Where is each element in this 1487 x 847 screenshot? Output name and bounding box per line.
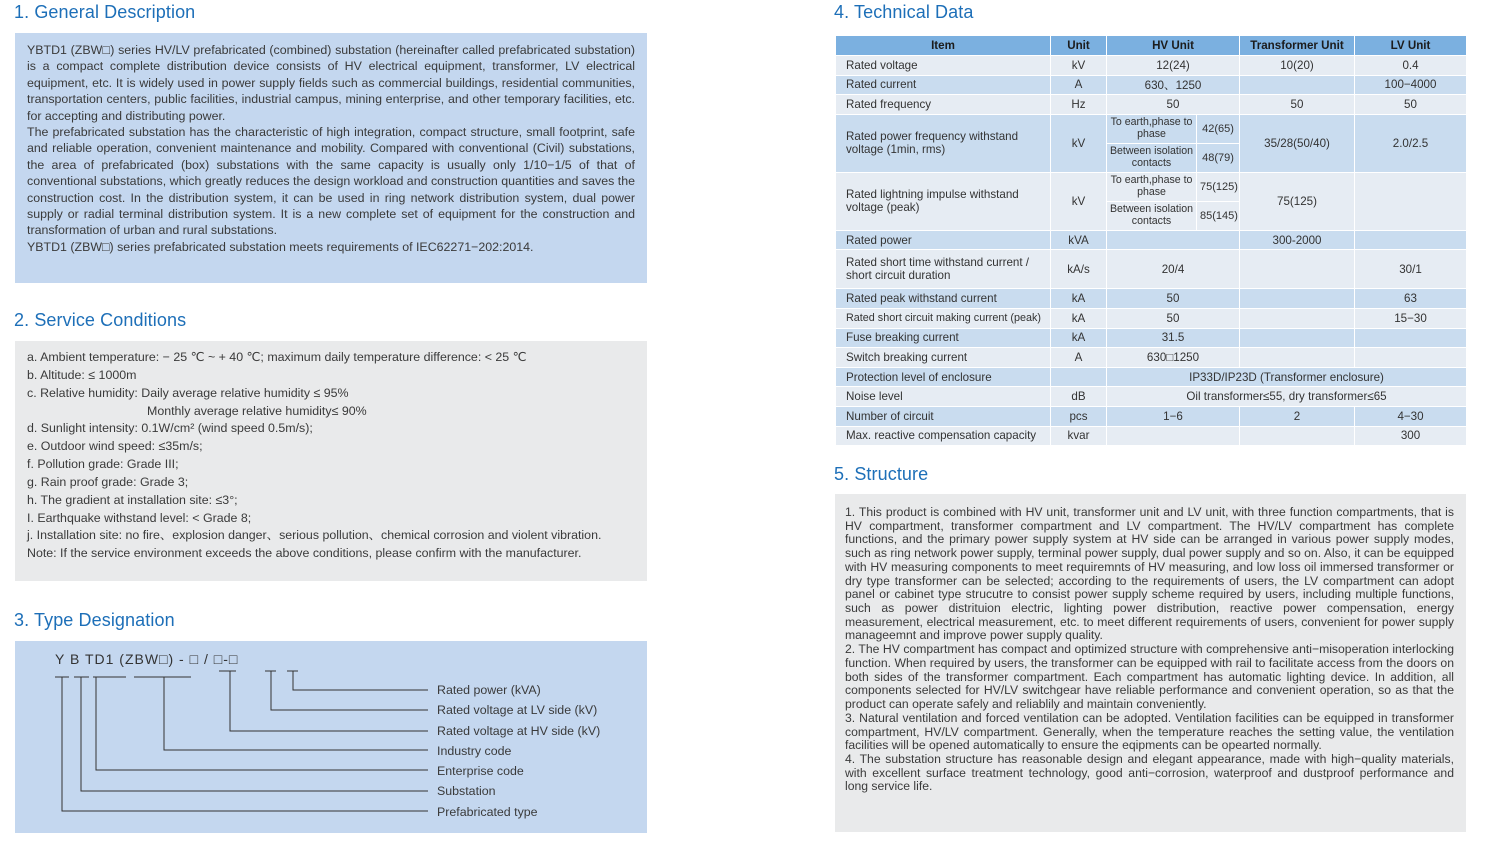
tech-cell: Rated voltage <box>836 56 1051 76</box>
tech-cell: 630□1250 <box>1107 348 1240 368</box>
tech-cell: 75(125) <box>1197 172 1240 201</box>
tech-cell: kA/s <box>1051 250 1107 289</box>
tech-cell: 31.5 <box>1107 328 1240 348</box>
tech-header-cell: Transformer Unit <box>1240 36 1355 56</box>
tech-cell <box>1240 250 1355 289</box>
tech-row <box>836 426 1467 446</box>
tech-row <box>836 114 1467 143</box>
tech-cell: 63 <box>1355 289 1467 309</box>
type-label: Industry code <box>437 744 512 758</box>
service-heading: 2. Service Conditions <box>14 310 187 330</box>
tech-row <box>836 75 1467 95</box>
tech-cell: 630、1250 <box>1107 75 1240 95</box>
tech-cell: 85(145) <box>1197 201 1240 230</box>
service-line: b. Altitude: ≤ 1000m <box>27 367 137 382</box>
tech-cell: 50 <box>1107 289 1240 309</box>
tech-cell: A <box>1051 348 1107 368</box>
tech-cell: Rated lightning impulse withstand voltage (peak) <box>836 172 1051 230</box>
tech-cell <box>1240 75 1355 95</box>
tech-row <box>836 406 1467 426</box>
tech-cell <box>1240 426 1355 446</box>
structure-panel <box>835 494 1466 832</box>
tech-cell: 300 <box>1355 426 1467 446</box>
tech-table <box>835 35 1467 446</box>
general-heading: 1. General Description <box>14 2 196 22</box>
tech-cell: 50 <box>1240 95 1355 115</box>
tech-cell <box>1051 367 1107 387</box>
tech-row <box>836 308 1467 328</box>
tech-cell: Rated short time withstand current / short circuit duration <box>836 250 1051 289</box>
tech-cell: 100−4000 <box>1355 75 1467 95</box>
tech-cell: 300-2000 <box>1240 230 1355 250</box>
tech-cell <box>1355 328 1467 348</box>
service-line: I. Earthquake withstand level: < Grade 8; <box>27 510 252 525</box>
service-line: d. Sunlight intensity: 0.1W/cm² (wind speed 0.5m/s); <box>27 421 313 436</box>
tech-header-cell: LV Unit <box>1355 36 1467 56</box>
tech-cell: Switch breaking current <box>836 348 1051 368</box>
type-code: Y B TD1 (ZBW□) - □ / □-□ <box>55 651 239 667</box>
tech-cell: 42(65) <box>1197 114 1240 143</box>
tech-cell: 1−6 <box>1107 406 1240 426</box>
tech-row <box>836 56 1467 76</box>
tech-cell: kVA <box>1051 230 1107 250</box>
tech-heading: 4. Technical Data <box>834 2 974 22</box>
service-line: a. Ambient temperature: − 25 ℃ ~ + 40 ℃; maximum daily temperature difference: < 25 ℃ <box>27 350 527 364</box>
service-line: f. Pollution grade: Grade III; <box>27 457 179 472</box>
tech-cell: 2.0/2.5 <box>1355 114 1467 172</box>
tech-cell: kA <box>1051 328 1107 348</box>
tech-cell: Rated frequency <box>836 95 1051 115</box>
tech-row <box>836 348 1467 368</box>
tech-cell: kV <box>1051 172 1107 230</box>
general-paragraph: The prefabricated substation has the characteristic of high integration, compact structure, small footprint, safe and reliable operation, convenient maintenance and mobility. Compared with conventional (Civil) substations, the area of prefabricated (box) substations with the same capacity is usually only 1/10−1/5 of that of conventional substations, which greatly reduces the design workload and construction quantities and saves the construction cost. In the distribution system, it can be used in ring network distribution system, dual power supply or radial terminal distribution system. It is a new complete set of equipment for the construction and transformation of urban and rural substations. <box>27 125 635 238</box>
tech-cell: 35/28(50/40) <box>1240 114 1355 172</box>
tech-cell <box>1107 230 1240 250</box>
tech-cell: 48(79) <box>1197 143 1240 172</box>
type-label: Prefabricated type <box>437 805 538 819</box>
tech-cell: 2 <box>1240 406 1355 426</box>
service-line: e. Outdoor wind speed: ≤35m/s; <box>27 439 203 454</box>
tech-cell: Oil transformer≤55, dry transformer≤65 <box>1107 387 1467 407</box>
tech-row <box>836 95 1467 115</box>
service-line: g. Rain proof grade: Grade 3; <box>27 474 189 489</box>
tech-row <box>836 289 1467 309</box>
tech-cell: 20/4 <box>1107 250 1240 289</box>
type-label: Substation <box>437 784 496 798</box>
tech-cell: 50 <box>1355 95 1467 115</box>
tech-cell <box>1240 348 1355 368</box>
service-line: h. The gradient at installation site: ≤3°; <box>27 492 238 507</box>
tech-cell <box>1107 426 1240 446</box>
tech-row <box>836 172 1467 201</box>
type-label: Rated power (kVA) <box>437 683 541 697</box>
tech-cell: To earth,phase to phase <box>1107 172 1197 201</box>
tech-cell: Rated power frequency withstand voltage (1min, rms) <box>836 114 1051 172</box>
tech-cell: kV <box>1051 56 1107 76</box>
tech-cell: Rated current <box>836 75 1051 95</box>
tech-cell <box>1355 230 1467 250</box>
tech-row <box>836 250 1467 289</box>
tech-cell: To earth,phase to phase <box>1107 114 1197 143</box>
tech-header-cell: Item <box>836 36 1051 56</box>
service-line: Monthly average relative humidity≤ 90% <box>147 403 367 418</box>
tech-cell: 10(20) <box>1240 56 1355 76</box>
tech-cell: Protection level of enclosure <box>836 367 1051 387</box>
general-paragraph: YBTD1 (ZBW□) series HV/LV prefabricated (combined) substation (hereinafter called prefabricated substation) is a compact complete distribution device consists of HV electrical equipment, transformer, LV electrical equipment, etc. It is widely used in power supply fields such as commercial buildings, residential communities, transportation centers, public facilities, industrial campus, mining enterprise, and other temporary facilities, etc. for accepting and distributing power. <box>27 43 635 123</box>
tech-cell <box>1355 348 1467 368</box>
tech-cell: 50 <box>1107 308 1240 328</box>
tech-cell: 0.4 <box>1355 56 1467 76</box>
structure-paragraph: 2. The HV compartment has compact and optimized structure with comprehensive anti−misoperation interlocking function. When required by users, the transformer can be equipped with rail to facilitate access from the doors on both sides of the transformer compartment. Each compartment has automatic lighting device. In addition, all components selected for HV/LV switchgear have reliable performance and convenient operation, so as that the product can operate safely and reliablily and maintain conveniently. <box>845 642 1454 712</box>
type-label: Rated voltage at LV side (kV) <box>437 703 598 717</box>
tech-cell: Rated short circuit making current (peak) <box>836 308 1051 328</box>
service-line: j. Installation site: no fire、explosion danger、serious pollution、chemical corrosion and violent vibration. <box>27 528 602 543</box>
tech-header-cell: HV Unit <box>1107 36 1240 56</box>
tech-cell: 30/1 <box>1355 250 1467 289</box>
tech-cell <box>1355 172 1467 230</box>
tech-cell: Max. reactive compensation capacity <box>836 426 1051 446</box>
tech-row <box>836 367 1467 387</box>
tech-cell <box>1240 328 1355 348</box>
tech-cell: A <box>1051 75 1107 95</box>
tech-cell: kA <box>1051 308 1107 328</box>
tech-row <box>836 328 1467 348</box>
general-paragraph: YBTD1 (ZBW□) series prefabricated substation meets requirements of IEC62271−202:2014. <box>27 239 534 254</box>
tech-row <box>836 230 1467 250</box>
tech-header-cell: Unit <box>1051 36 1107 56</box>
tech-cell: kA <box>1051 289 1107 309</box>
tech-cell: 50 <box>1107 95 1240 115</box>
service-line: Note: If the service environment exceeds the above conditions, please confirm with the manufacturer. <box>27 546 582 561</box>
tech-cell: 4−30 <box>1355 406 1467 426</box>
type-label: Rated voltage at HV side (kV) <box>437 724 601 738</box>
tech-cell: IP33D/IP23D (Transformer enclosure) <box>1107 367 1467 387</box>
tech-cell: Fuse breaking current <box>836 328 1051 348</box>
service-line: c. Relative humidity: Daily average relative humidity ≤ 95% <box>27 385 349 400</box>
tech-cell: Hz <box>1051 95 1107 115</box>
tech-cell: kvar <box>1051 426 1107 446</box>
tech-cell: Rated peak withstand current <box>836 289 1051 309</box>
structure-paragraph: 4. The substation structure has reasonable design and elegant appearance, made with high−quality materials, with excellent surface treatment technology, good anti−corrosion, waterproof and dustproof performance and long service life. <box>845 751 1454 794</box>
tech-cell: Noise level <box>836 387 1051 407</box>
structure-paragraph: 1. This product is combined with HV unit, transformer unit and LV unit, with three function compartments, that is HV compartment, transformer compartment and LV compartment. The HV/LV compartment has complete functions, and the primary power supply system at HV side can be arranged in various power supply modes, such as ring network power supply, terminal power supply, dual power supply and so on. Also, it can be equipped with HV measuring components to meet requiremnts of HV measuring, and low loss oil immersed transformer or dry type transformer can be selected; according to the requirements of users, the LV compartment can adopt panel or cabinet type strucutre to consist power supply scheme required by users, including multiple functions, such as power distrituion electric, lighting power distribution, reactive power compensation, energy measurement, electrical measurement, etc. to meet different requirements of users, convenient for power supply manageemnt and improve power supply quality. <box>845 505 1454 643</box>
type-heading: 3. Type Designation <box>14 610 175 630</box>
tech-cell: Between isolation contacts <box>1107 201 1197 230</box>
tech-cell <box>1240 308 1355 328</box>
tech-row <box>836 387 1467 407</box>
tech-cell: 12(24) <box>1107 56 1240 76</box>
structure-heading: 5. Structure <box>834 464 929 484</box>
tech-cell: 75(125) <box>1240 172 1355 230</box>
tech-cell <box>1240 289 1355 309</box>
tech-cell: kV <box>1051 114 1107 172</box>
tech-cell: Rated power <box>836 230 1051 250</box>
tech-cell: Number of circuit <box>836 406 1051 426</box>
tech-cell: dB <box>1051 387 1107 407</box>
structure-paragraph: 3. Natural ventilation and forced ventilation can be adopted. Ventilation facilities can be equipped in transformer compartment, HV/LV compartment. Generally, when the temperature reaches the setting value, the ventilation facilities will be opened automatically to ensure the eqipments can be opearted normally. <box>845 710 1454 753</box>
tech-cell: pcs <box>1051 406 1107 426</box>
tech-cell: Between isolation contacts <box>1107 143 1197 172</box>
tech-cell: 15−30 <box>1355 308 1467 328</box>
type-label: Enterprise code <box>437 764 524 778</box>
tech-header-row <box>836 36 1467 56</box>
